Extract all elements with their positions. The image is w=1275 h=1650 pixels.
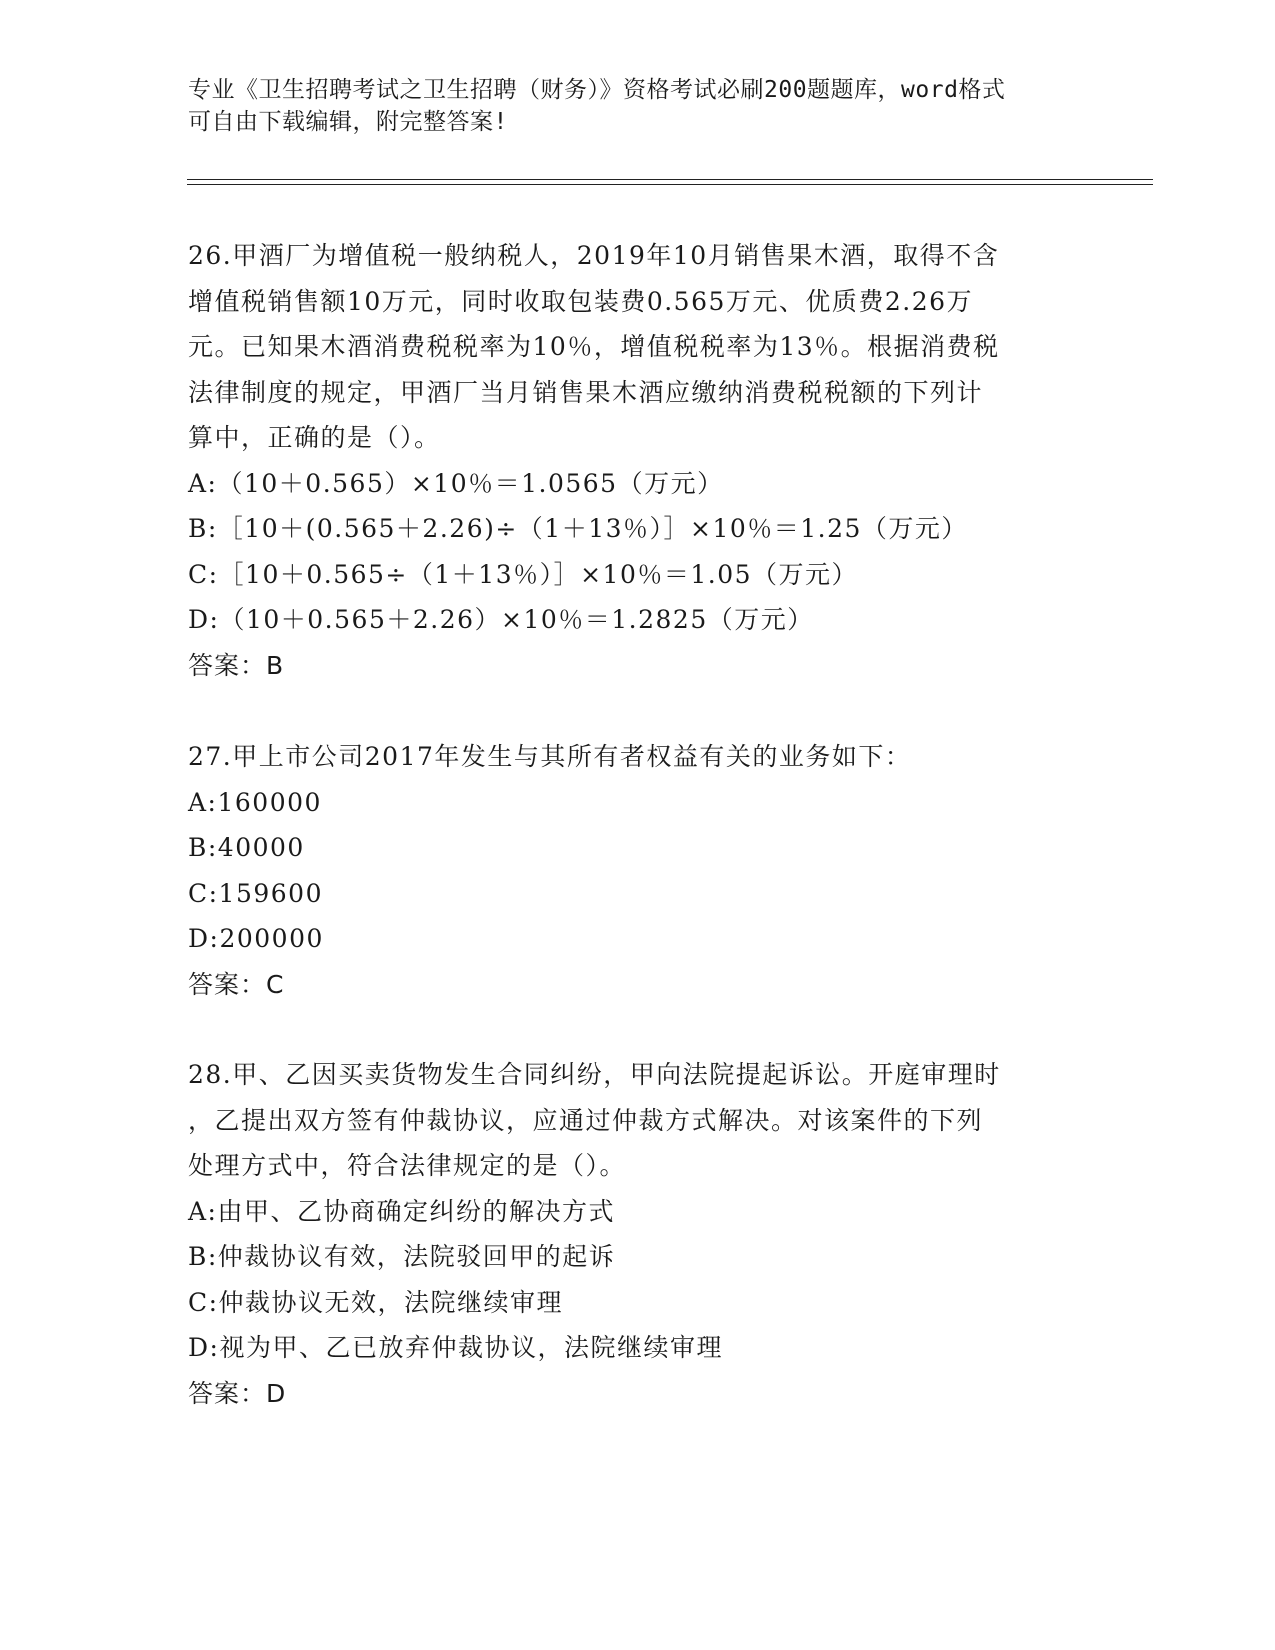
question-stem-line: 法律制度的规定，甲酒厂当月销售果木酒应缴纳消费税税额的下列计 (188, 377, 984, 407)
option-c: C:159600 (188, 878, 323, 908)
header-line-1: 专业《卫生招聘考试之卫生招聘（财务）》资格考试必刷200题题库，word格式 (188, 77, 1006, 103)
option-b: B:40000 (188, 833, 305, 862)
question-stem-line: 27.甲上市公司2017年发生与其所有者权益有关的业务如下： (188, 742, 912, 771)
question-stem-line: 元。已知果木酒消费税税率为10％，增值税税率为13％。根据消费税 (188, 332, 1000, 361)
option-c: C:［10＋0.565÷（1＋13％）］×10％＝1.05（万元） (188, 559, 859, 589)
question-26 (188, 233, 1088, 688)
question-stem-line: 增值税销售额10万元，同时收取包装费0.565万元、优质费2.26万 (188, 286, 974, 316)
answer-label: 答案：C (188, 969, 285, 999)
question-stem-line: ，乙提出双方签有仲裁协议，应通过仲裁方式解决。对该案件的下列 (188, 1105, 984, 1135)
question-27 (188, 734, 1088, 1007)
header-divider-bottom (187, 184, 1153, 185)
option-b: B:［10＋(0.565＋2.26)÷（1＋13％）］×10％＝1.25（万元） (188, 514, 968, 543)
question-stem-line: 处理方式中，符合法律规定的是（）。 (188, 1151, 627, 1180)
document-header (188, 74, 1088, 138)
header-line-2: 可自由下载编辑，附完整答案! (188, 109, 508, 135)
answer-label: 答案：B (188, 650, 285, 680)
question-28 (188, 1052, 1088, 1416)
question-stem-line: 算中，正确的是（）。 (188, 423, 441, 452)
option-a: A:由甲、乙协商确定纠纷的解决方式 (188, 1196, 615, 1226)
option-c: C:仲裁协议无效，法院继续审理 (188, 1287, 564, 1317)
option-d: D:（10＋0.565＋2.26）×10％＝1.2825（万元） (188, 605, 814, 634)
option-d: D:视为甲、乙已放弃仲裁协议，法院继续审理 (188, 1333, 723, 1362)
header-divider-top (187, 179, 1153, 180)
question-stem-line: 26.甲酒厂为增值税一般纳税人，2019年10月销售果木酒，取得不含 (188, 241, 1000, 270)
answer-label: 答案：D (188, 1378, 287, 1408)
option-d: D:200000 (188, 924, 324, 953)
question-stem-line: 28.甲、乙因买卖货物发生合同纠纷，甲向法院提起诉讼。开庭审理时 (188, 1060, 1001, 1089)
option-b: B:仲裁协议有效，法院驳回甲的起诉 (188, 1242, 616, 1271)
option-a: A:160000 (188, 787, 322, 817)
option-a: A:（10＋0.565）×10％＝1.0565（万元） (188, 468, 724, 498)
